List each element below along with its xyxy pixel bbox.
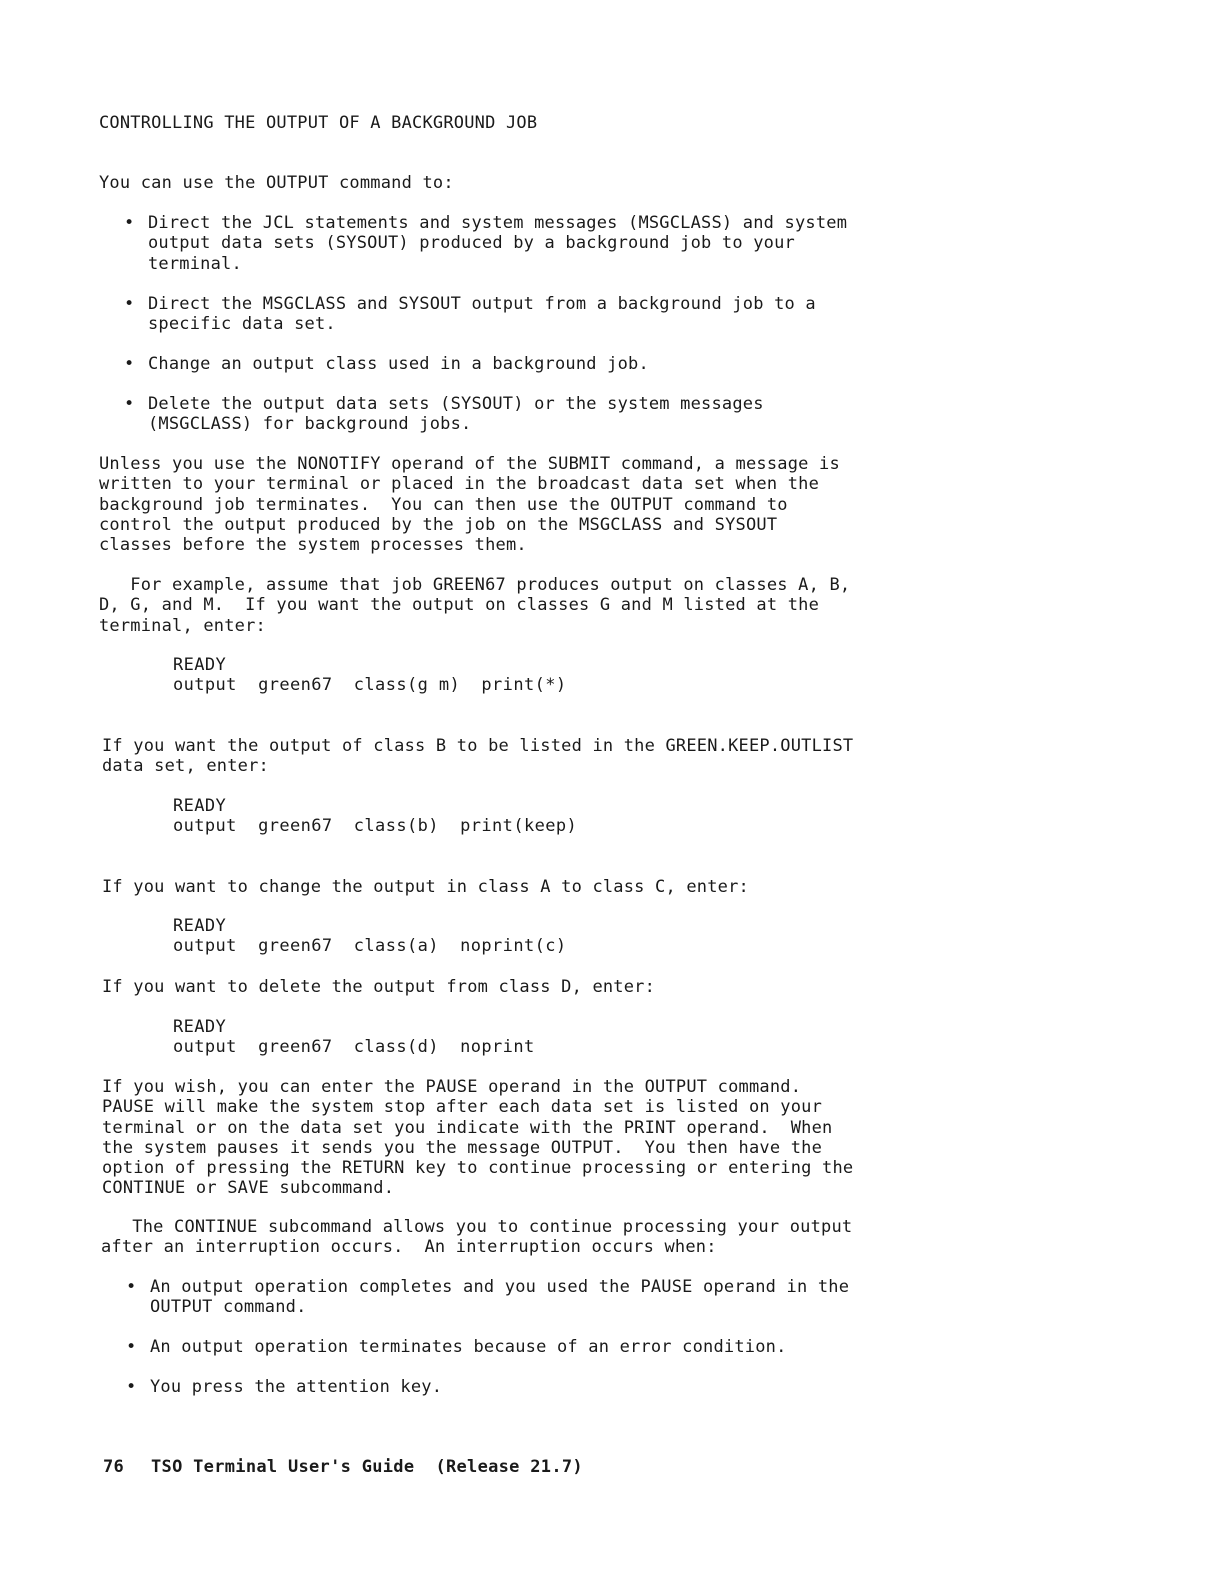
footer-title: TSO Terminal User's Guide (Release 21.7) [151, 1457, 583, 1477]
code-example-print-keep: READY output green67 class(b) print(keep) [173, 796, 578, 837]
bullet-icon: • [126, 1277, 137, 1297]
paragraph-class-d: If you want to delete the output from class D, enter: [102, 977, 656, 997]
paragraph-class-b: If you want the output of class B to be listed in the GREEN.KEEP.OUTLIST data set, enter: [102, 736, 854, 777]
list-item-text: Direct the MSGCLASS and SYSOUT output from a background job to a specific data set. [148, 294, 816, 335]
paragraph-continue: The CONTINUE subcommand allows you to continue processing your output after an interruption occurs. An interruption occurs when: [101, 1217, 853, 1258]
section-heading: CONTROLLING THE OUTPUT OF A BACKGROUND JOB [99, 113, 538, 133]
list-item-text: Change an output class used in a background job. [148, 354, 649, 374]
list-item-text: Direct the JCL statements and system messages (MSGCLASS) and system output data sets (SYSOUT) produced by a background job to your terminal. [148, 213, 848, 274]
bullet-icon: • [126, 1337, 137, 1357]
code-example-noprint-c: READY output green67 class(a) noprint(c) [173, 916, 567, 957]
page-number: 76 [103, 1457, 125, 1477]
bullet-icon: • [124, 354, 135, 374]
list-item-text: An output operation terminates because of an error condition. [150, 1337, 787, 1357]
code-example-print-star: READY output green67 class(g m) print(*) [173, 655, 567, 696]
bullet-icon: • [126, 1377, 137, 1397]
list-item-text: Delete the output data sets (SYSOUT) or the system messages (MSGCLASS) for background jobs. [148, 394, 764, 435]
bullet-icon: • [124, 394, 135, 414]
list-item-text: An output operation completes and you used the PAUSE operand in the OUTPUT command. [150, 1277, 850, 1318]
bullet-icon: • [124, 213, 135, 233]
list-item-text: You press the attention key. [150, 1377, 443, 1397]
paragraph-pause: If you wish, you can enter the PAUSE operand in the OUTPUT command. PAUSE will make the system stop after each data set is listed on your terminal or on the data set you indicate with the PRINT operand. When the system pauses it sends you the message OUTPUT. You then have the option of pressing the RETURN key to continue processing or entering the CONTINUE or SAVE subcommand. [102, 1077, 854, 1199]
code-example-noprint: READY output green67 class(d) noprint [173, 1017, 535, 1058]
paragraph-class-a: If you want to change the output in class A to class C, enter: [102, 877, 749, 897]
bullet-icon: • [124, 294, 135, 314]
paragraph-example: For example, assume that job GREEN67 produces output on classes A, B, D, G, and M. If you want the output on classes G and M listed at the terminal, enter: [99, 575, 851, 636]
paragraph-nonotify: Unless you use the NONOTIFY operand of the SUBMIT command, a message is written to your terminal or placed in the broadcast data set when the background job terminates. You can then use the OUTPUT command to control the output produced by the job on the MSGCLASS and SYSOUT classes before the system processes them. [99, 454, 840, 556]
intro-text: You can use the OUTPUT command to: [99, 173, 454, 193]
